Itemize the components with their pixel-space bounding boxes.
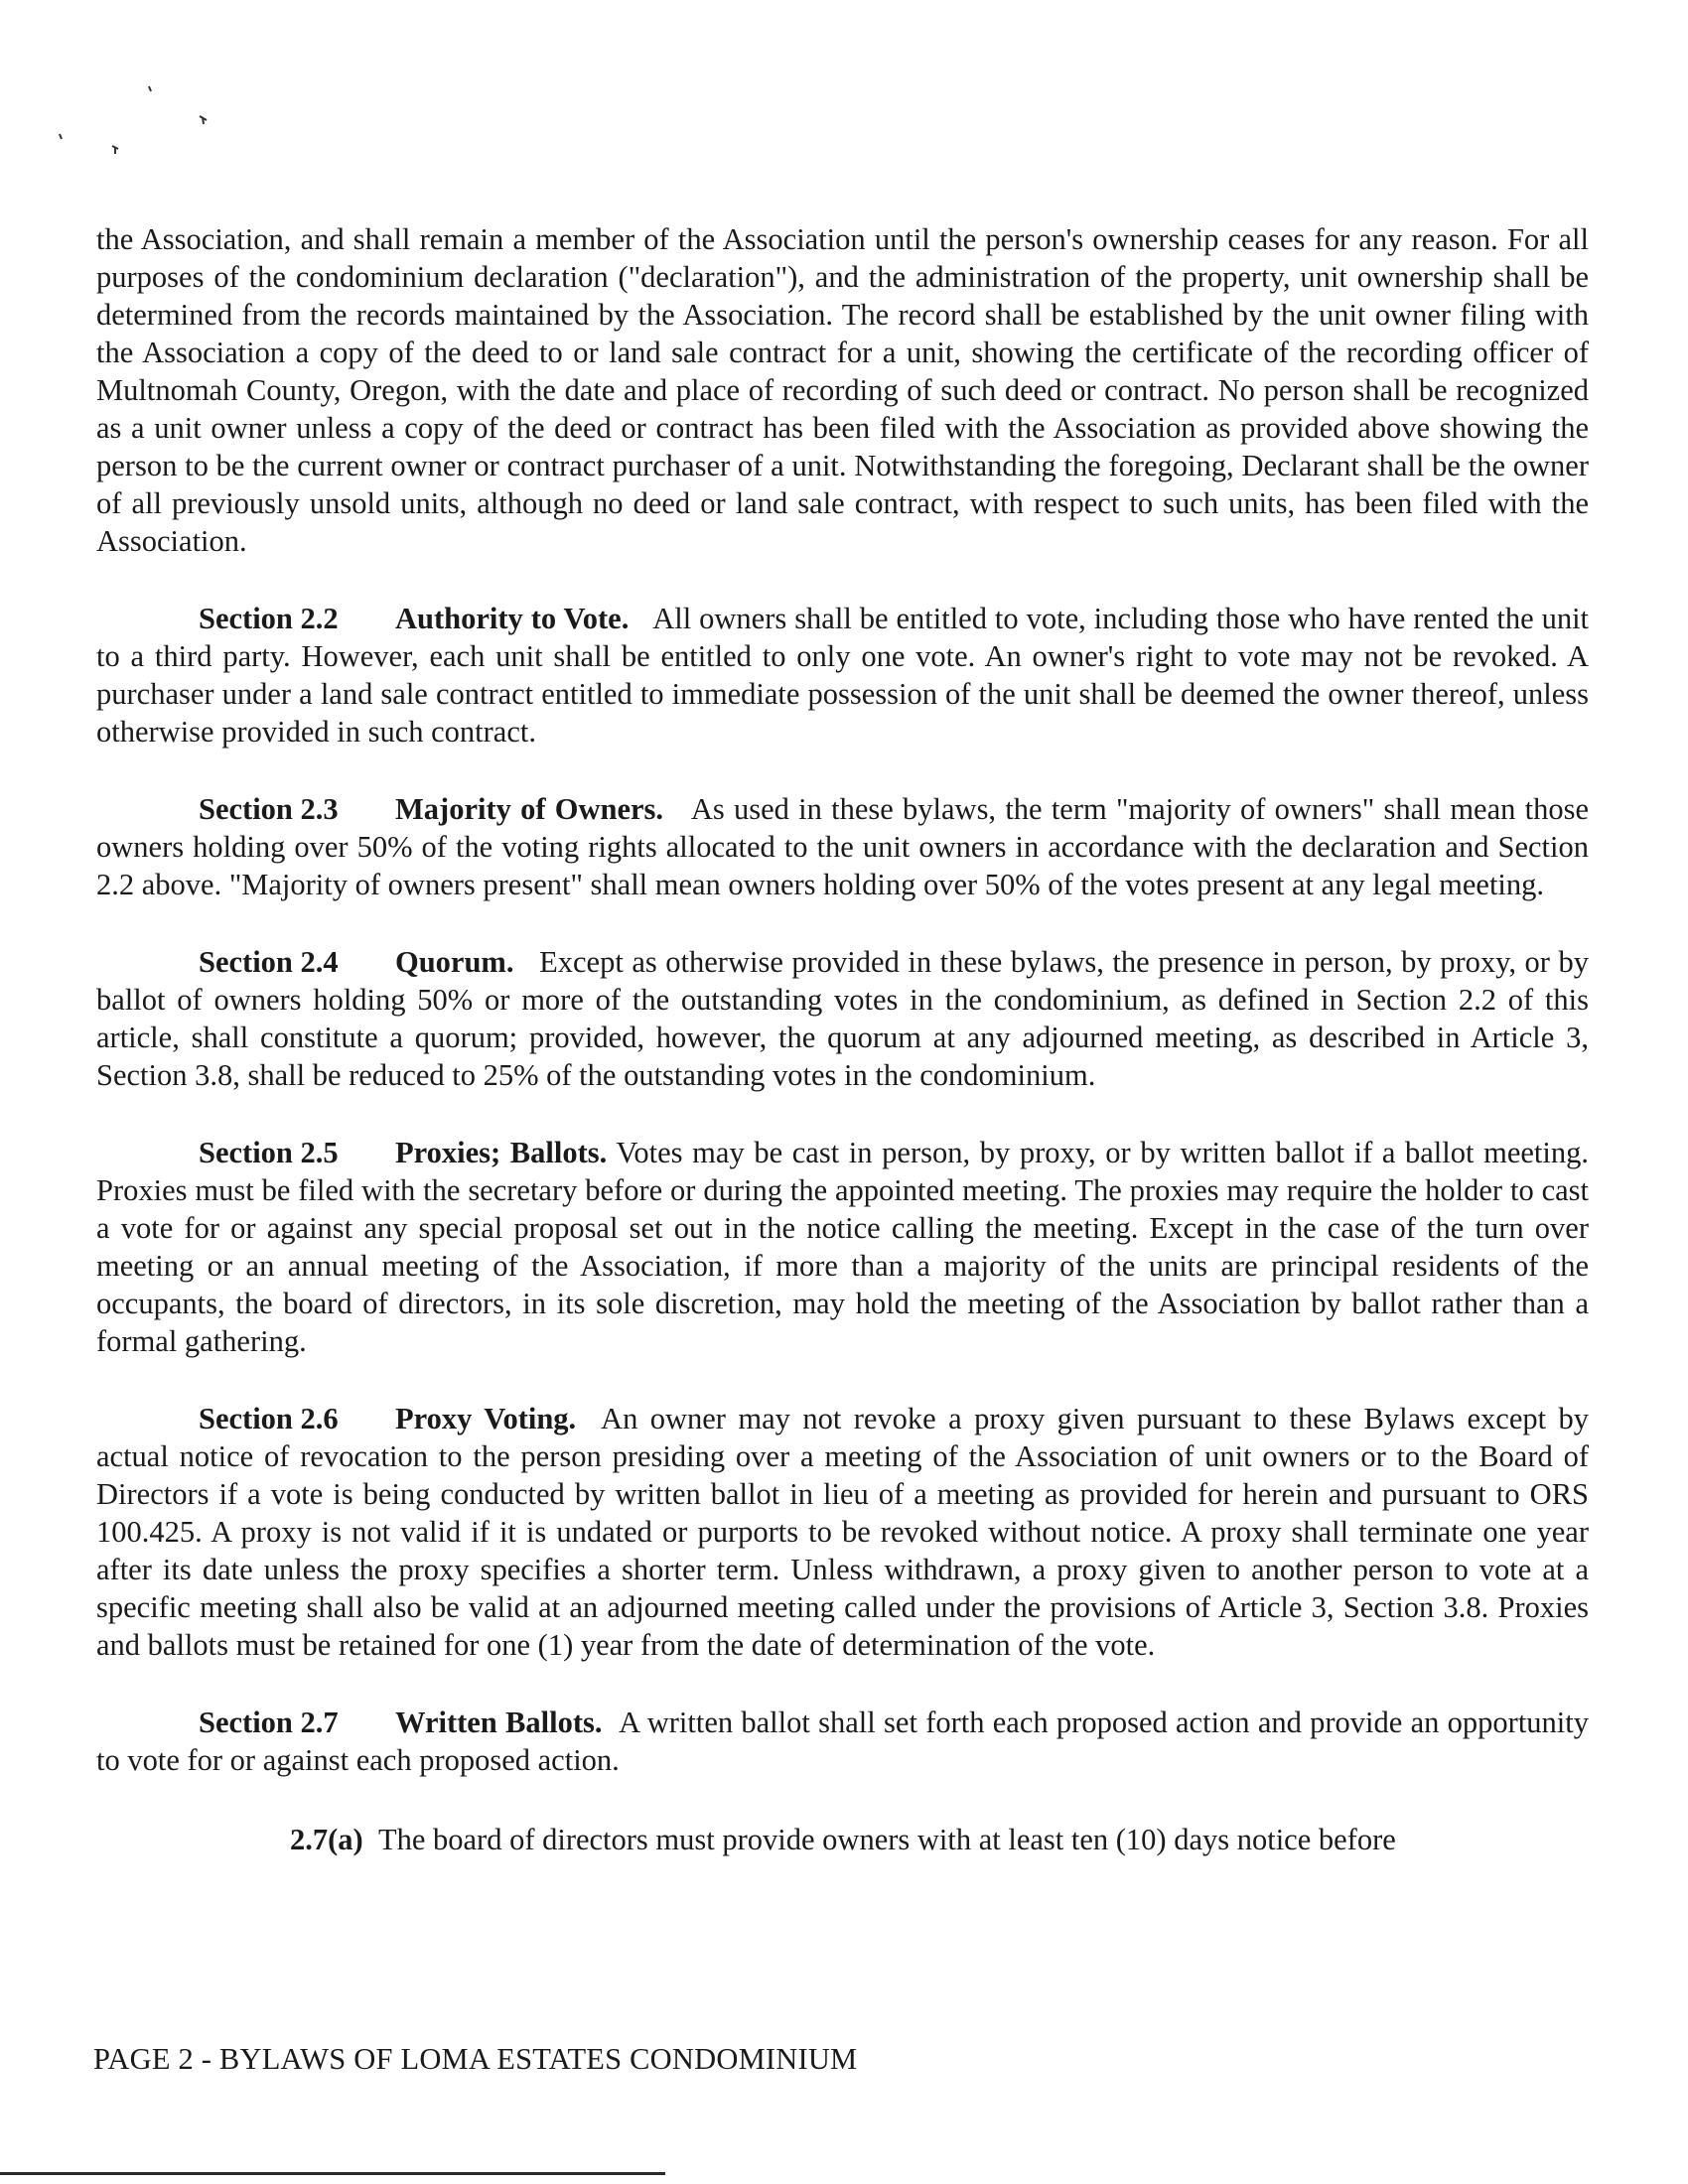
scan-speck — [200, 116, 207, 124]
section-number: Section 2.5 — [199, 1136, 339, 1169]
section-2-5 — [96, 1134, 1589, 1360]
section-2-3 — [96, 790, 1589, 903]
section-title: Majority of Owners. — [395, 792, 664, 826]
section-2-7 — [96, 1704, 1589, 1779]
page-footer: PAGE 2 - BYLAWS OF LOMA ESTATES CONDOMINIUM — [93, 2042, 858, 2076]
section-title: Written Ballots. — [395, 1706, 603, 1739]
scan-specks — [0, 0, 258, 179]
document-body — [96, 220, 1589, 1858]
section-text: As used in these bylaws, the term "majority of owners" shall mean those owners holding over 50% of the voting rights allocated to the unit owners in accordance with the declaration and Section 2.2 above. "Majority of owners present" shall mean owners holding over 50% of the votes present at any legal meeting. — [96, 792, 1589, 901]
section-2-4 — [96, 943, 1589, 1094]
subsection-number: 2.7(a) — [290, 1823, 363, 1856]
section-title: Proxy Voting. — [395, 1402, 577, 1435]
subsection-text: The board of directors must provide owners with at least ten (10) days notice before — [377, 1823, 1396, 1856]
section-number: Section 2.4 — [199, 945, 339, 979]
scan-speck — [60, 134, 62, 139]
bottom-rule — [0, 2172, 665, 2175]
section-title: Quorum. — [395, 945, 514, 979]
subsection-2-7a — [96, 1821, 1589, 1858]
section-text: Except as otherwise provided in these bylaws, the presence in person, by proxy, or by ballot of owners holding 50% or more of the outstanding votes in the condominium, as defined in Section 2.2 of this article, shall constitute a quorum; provided, however, the quorum at any adjourned meeting, as described in Article 3, Section 3.8, shall be reduced to 25% of the outstanding votes in the condominium. — [96, 945, 1590, 1092]
section-2-6 — [96, 1400, 1589, 1664]
section-number: Section 2.6 — [199, 1402, 339, 1435]
section-title: Authority to Vote. — [395, 602, 630, 635]
section-text: An owner may not revoke a proxy given pursuant to these Bylaws except by actual notice of revocation to the person presiding over a meeting of the Association of unit owners or to the Board of Directors if a vote is being conducted by written ballot in lieu of a meeting as provided for herein and pursuant to ORS 100.425. A proxy is not valid if it is undated or purports to be revoked without notice. A proxy shall terminate one year after its date unless the proxy specifies a shorter term. Unless withdrawn, a proxy given to another person to vote at a specific meeting shall also be valid at an adjourned meeting called under the provisions of Article 3, Section 3.8. Proxies and ballots must be retained for one (1) year from the date of determination of the vote. — [96, 1402, 1590, 1662]
scan-speck — [149, 86, 151, 91]
scan-speck — [112, 146, 118, 154]
section-text: All owners shall be entitled to vote, including those who have rented the unit to a third party. However, each unit shall be entitled to only one vote. An owner's right to vote may not be revoked. A purchaser under a land sale contract entitled to immediate possession of the unit shall be deemed the owner thereof, unless otherwise provided in such contract. — [96, 602, 1590, 749]
section-number: Section 2.7 — [199, 1706, 339, 1739]
section-number: Section 2.2 — [199, 602, 339, 635]
intro-paragraph: the Association, and shall remain a member of the Association until the person's ownership ceases for any reason. For all purposes of the condominium declaration ("declaration"), and the administration of the property, unit ownership shall be determined from the records maintained by the Association. The record shall be established by the unit owner filing with the Association a copy of the deed to or land sale contract for a unit, showing the certificate of the recording officer of Multnomah County, Oregon, with the date and place of recording of such deed or contract. No person shall be recognized as a unit owner unless a copy of the deed or contract has been filed with the Association as provided above showing the person to be the current owner or contract purchaser of a unit. Notwithstanding the foregoing, Declarant shall be the owner of all previously unsold units, although no deed or land sale contract, with respect to such units, has been filed with the Association. — [96, 222, 1589, 558]
section-text: Votes may be cast in person, by proxy, or by written ballot if a ballot meeting. Proxies must be filed with the secretary before or during the appointed meeting. The proxies may require the holder to cast a vote for or against any special proposal set out in the notice calling the meeting. Except in the case of the turn over meeting or an annual meeting of the Association, if more than a majority of the units are principal residents of the occupants, the board of directors, in its sole discretion, may hold the meeting of the Association by ballot rather than a formal gathering. — [96, 1136, 1589, 1358]
section-title: Proxies; Ballots. — [395, 1136, 608, 1169]
section-number: Section 2.3 — [199, 792, 339, 826]
section-2-2 — [96, 600, 1589, 751]
section-text: A written ballot shall set forth each proposed action and provide an opportunity to vote for or against each proposed action. — [96, 1706, 1590, 1777]
